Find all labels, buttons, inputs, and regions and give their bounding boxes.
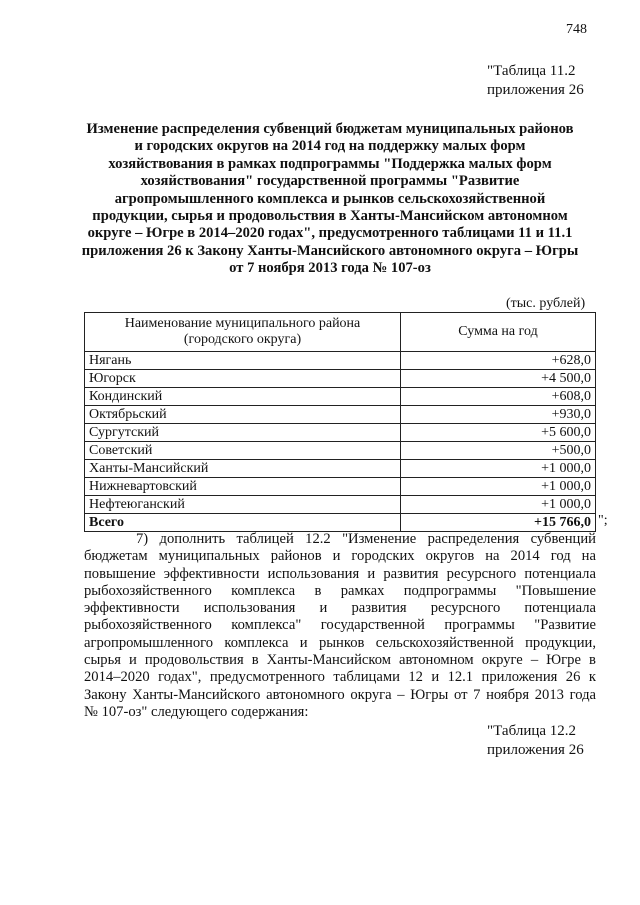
paragraph-line (84, 583, 596, 600)
word: 7 (473, 686, 481, 703)
table-row (85, 460, 596, 478)
word: от (454, 686, 468, 703)
paragraph-line (84, 669, 596, 686)
header-name-line: (городского округа) (183, 332, 302, 347)
heading-line: от 7 ноября 2013 года № 107-оз (229, 260, 431, 277)
word: комплекса (231, 582, 296, 599)
word: автономном (399, 652, 474, 669)
paragraph-line (84, 635, 596, 652)
word: агропромышленного (84, 634, 214, 651)
word: сырья (84, 652, 121, 669)
word: 12.1 (447, 669, 474, 686)
word: продовольствия (144, 652, 244, 669)
word: на (581, 548, 596, 565)
word: 12 (408, 669, 423, 686)
word: в (588, 652, 596, 669)
subsidies-table (84, 312, 596, 532)
amount-cell: +500,0 (401, 442, 596, 460)
heading-line: хозяйствования в рамках подпрограммы "Поддержка малых форм (108, 155, 552, 172)
word: государственной (320, 617, 425, 634)
table-reference-top (487, 62, 584, 100)
table-row (85, 424, 596, 442)
word: годах", (158, 669, 202, 686)
word: на (485, 548, 500, 565)
district-name-cell: Советский (85, 442, 401, 460)
word: – (397, 686, 405, 703)
word: эффективности (163, 565, 260, 582)
body-paragraph (84, 531, 596, 721)
word: приложения (481, 669, 558, 686)
word: муниципальных (158, 548, 260, 565)
word: в (314, 582, 322, 599)
total-row (85, 514, 596, 532)
word: 2013 (534, 686, 564, 703)
word: развития (383, 565, 439, 582)
table-row (85, 406, 596, 424)
heading-line: агропромышленного комплекса и рынков сельскохозяйственной (114, 190, 546, 207)
word: ресурсного (430, 600, 501, 617)
amount-cell: +5 600,0 (401, 424, 596, 442)
amount-cell: +628,0 (401, 352, 596, 370)
heading-line: хозяйствования" государственной программы "Развитие (140, 173, 520, 190)
word: "Развитие (534, 617, 596, 634)
word: рыбохозяйственного (84, 617, 212, 634)
amount-cell: +4 500,0 (401, 370, 596, 388)
table-row (85, 478, 596, 496)
word: и (129, 652, 137, 669)
word: 2014–2020 (84, 669, 150, 686)
word: таблицей (236, 531, 294, 547)
word: таблицами (333, 669, 400, 686)
heading-line: округе – Югре в 2014–2020 годах", предусмотренного таблицами 11 и 11.1 (87, 225, 573, 242)
paragraph-line (84, 617, 596, 634)
district-name-cell: Нягань (85, 352, 401, 370)
word: к (588, 669, 596, 686)
word: использования (203, 600, 296, 617)
header-name-cell (85, 313, 401, 352)
document-heading (80, 121, 580, 278)
word: ресурсного (446, 565, 517, 582)
heading-line: Изменение распределения субвенций бюджетам муниципальных районов (86, 121, 574, 137)
amount-cell: +1 000,0 (401, 460, 596, 478)
word: округе (481, 652, 523, 669)
table-row (85, 442, 596, 460)
word: эффективности (84, 600, 180, 617)
word: субвенций (530, 531, 596, 547)
word: год (550, 548, 571, 565)
table-reference-line: приложения 26 (487, 82, 584, 98)
word: 7) (136, 531, 149, 547)
word: повышение (84, 565, 156, 582)
word: рыбохозяйственного (84, 582, 212, 599)
word: "Изменение (342, 531, 417, 547)
header-amount-cell: Сумма на год (401, 313, 596, 352)
paragraph-line (84, 548, 596, 565)
word: использования (267, 565, 360, 582)
district-name-cell: Октябрьский (85, 406, 401, 424)
word: "Повышение (515, 582, 596, 599)
paragraph-line (84, 531, 596, 548)
word: рамках (340, 582, 385, 599)
word: развития (351, 600, 407, 617)
paragraph-line (84, 652, 596, 669)
word: автономного (266, 686, 345, 703)
word: округов (425, 548, 475, 565)
amount-cell: +1 000,0 (401, 478, 596, 496)
word: сельскохозяйственной (375, 634, 514, 651)
word: 2014 (510, 548, 540, 565)
table-row (85, 370, 596, 388)
word: 26 (565, 669, 581, 686)
word: распределения (427, 531, 520, 547)
word: подпрограммы (403, 582, 497, 599)
paragraph-line: № 107-оз" следующего содержания: (84, 703, 309, 720)
word: и (319, 600, 328, 617)
word: продукции, (525, 634, 596, 651)
district-name-cell: Кондинский (85, 388, 401, 406)
amount-cell: +930,0 (401, 406, 596, 424)
total-label-cell: Всего (85, 514, 401, 532)
word: бюджетам (84, 548, 148, 565)
header-name-line: Наименование муниципального района (124, 316, 361, 331)
district-name-cell: Сургутский (85, 424, 401, 442)
word: и (431, 669, 440, 686)
word: Ханты-Мансийского (132, 686, 261, 703)
word: в (251, 652, 259, 669)
district-name-cell: Нефтеюганский (85, 496, 401, 514)
district-name-cell: Ханты-Мансийский (85, 460, 401, 478)
word: ноября (486, 686, 530, 703)
word: – (530, 652, 539, 669)
word: и (367, 565, 376, 582)
table-reference-bottom (487, 722, 584, 760)
amount-cell: +1 000,0 (401, 496, 596, 514)
paragraph-line (84, 687, 596, 704)
word: Югры (410, 686, 449, 703)
word: и (299, 634, 308, 651)
word: программы (444, 617, 515, 634)
table-row (85, 388, 596, 406)
closing-quote-mark: "; (598, 513, 608, 528)
word: комплекса (224, 634, 289, 651)
word: рынков (318, 634, 365, 651)
amount-cell: +608,0 (401, 388, 596, 406)
word: городских (351, 548, 415, 565)
word: комплекса" (231, 617, 302, 634)
total-amount-cell: +15 766,0 (401, 514, 596, 532)
word: Закону (84, 686, 127, 703)
word: 12.2 (305, 531, 331, 547)
table-row (85, 496, 596, 514)
heading-line: и городских округов на 2014 год на поддержку малых форм (134, 138, 526, 155)
table-reference-line: "Таблица 11.2 (487, 63, 576, 79)
word: дополнить (159, 531, 226, 547)
district-name-cell: Нижневартовский (85, 478, 401, 496)
word: районов (270, 548, 322, 565)
heading-line: продукции, сырья и продовольствия в Ханты-Мансийском автономном (92, 208, 568, 225)
heading-line: приложения 26 к Закону Ханты-Мансийского автономного округа – Югры (81, 242, 579, 259)
table-reference-line: "Таблица 12.2 (487, 723, 577, 739)
word: округа (350, 686, 392, 703)
units-label: (тыс. рублей) (506, 296, 586, 311)
paragraph-line (84, 600, 596, 617)
word: года (569, 686, 596, 703)
word: и (332, 548, 341, 565)
word: Югре (546, 652, 581, 669)
district-name-cell: Югорск (85, 370, 401, 388)
word: Ханты-Мансийском (266, 652, 391, 669)
word: потенциала (524, 600, 596, 617)
word: потенциала (524, 565, 596, 582)
table-row (85, 352, 596, 370)
table-body (85, 352, 596, 532)
paragraph-line (84, 566, 596, 583)
word: предусмотренного (209, 669, 325, 686)
page-number: 748 (566, 22, 587, 37)
table-header-row (85, 313, 596, 352)
table-reference-line: приложения 26 (487, 742, 584, 758)
